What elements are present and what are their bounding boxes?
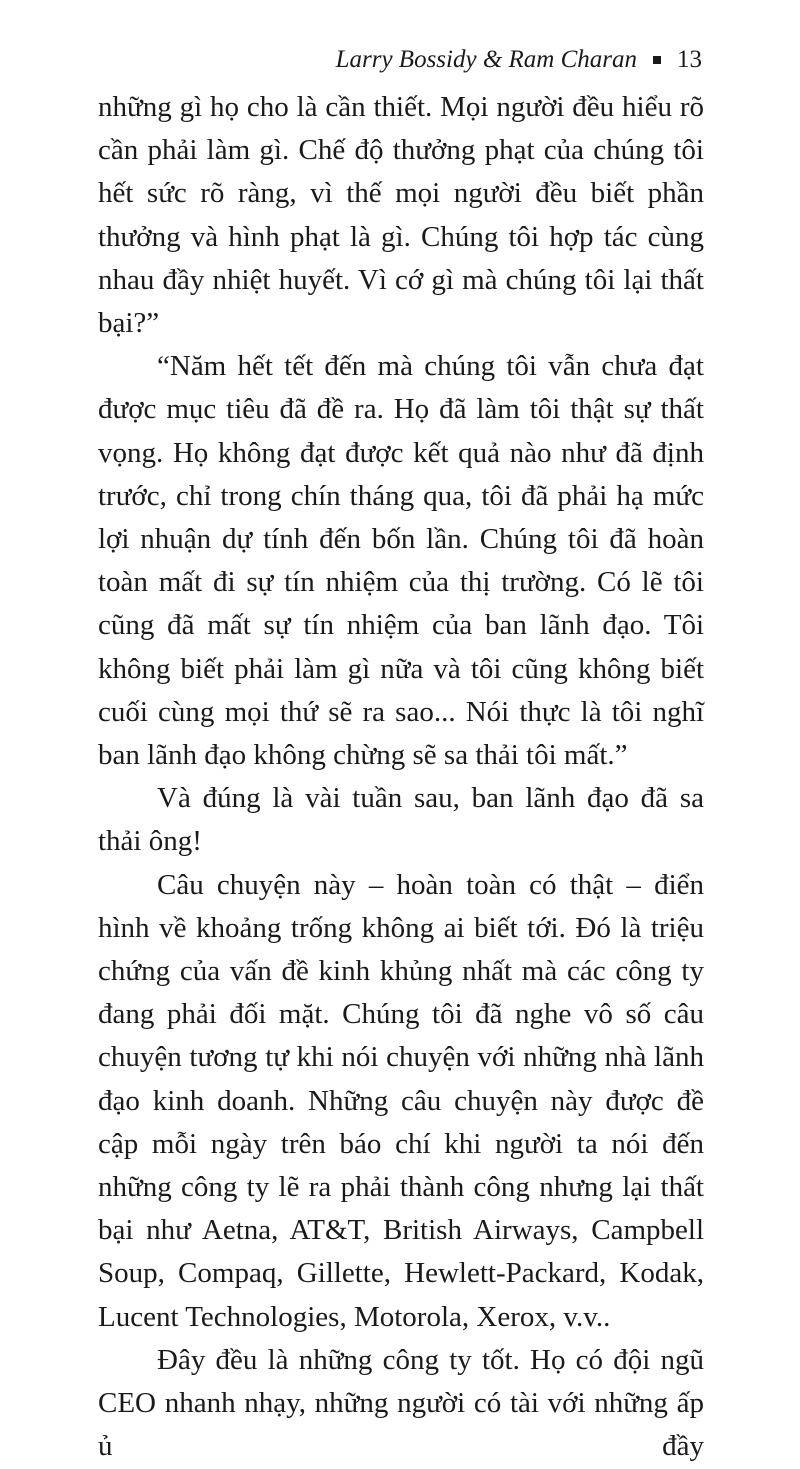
body-text [98,86,704,1469]
paragraph-story: Câu chuyện này – hoàn toàn có thật – điển hình về khoảng trống không ai biết tới. Đó là triệu chứng của vấn đề kinh khủng nhất mà các công ty đang phải đối mặt. Chúng tôi đã nghe vô số câu chuyện tương tự khi nói chuyện với những nhà lãnh đạo kinh doanh. Những câu chuyện này được đề cập mỗi ngày trên báo chí khi người ta nói đến những công ty lẽ ra phải thành công nhưng lại thất bại như Aetna, AT&T, British Airways, Campbell Soup, Compaq, Gillette, Hewlett-Packard, Kodak, Lucent Technologies, Motorola, Xerox, v.v.. [98,868,704,1333]
separator-square-icon [653,56,661,64]
running-header [336,42,702,78]
page-number: 13 [677,46,702,73]
paragraph-quote: “Năm hết tết đến mà chúng tôi vẫn chưa đạt được mục tiêu đã đề ra. Họ đã làm tôi thật sự thất vọng. Họ không đạt được kết quả nào như đã định trước, chỉ trong chín tháng qua, tôi đã phải hạ mức lợi nhuận dự tính đến bốn lần. Chúng tôi đã hoàn toàn mất đi sự tín nhiệm của thị trường. Có lẽ tôi cũng đã mất sự tín nhiệm của ban lãnh đạo. Tôi không biết phải làm gì nữa và tôi cũng không biết cuối cùng mọi thứ sẽ ra sao... Nói thực là tôi nghĩ ban lãnh đạo không chừng sẽ sa thải tôi mất.” [98,350,704,772]
running-title: Larry Bossidy & Ram Charan [335,46,637,73]
paragraph-continuation: những gì họ cho là cần thiết. Mọi người đều hiểu rõ cần phải làm gì. Chế độ thưởng phạt của chúng tôi hết sức rõ ràng, vì thế mọi người đều biết phần thưởng và hình phạt là gì. Chúng tôi hợp tác cùng nhau đầy nhiệt huyết. Vì cớ gì mà chúng tôi lại thất bại?” [98,91,704,340]
paragraph-outcome: Và đúng là vài tuần sau, ban lãnh đạo đã sa thải ông! [98,782,704,858]
paragraph-companies: Đây đều là những công ty tốt. Họ có đội ngũ CEO nhanh nhạy, những người có tài với những ấp ủ đầy [98,1343,704,1463]
